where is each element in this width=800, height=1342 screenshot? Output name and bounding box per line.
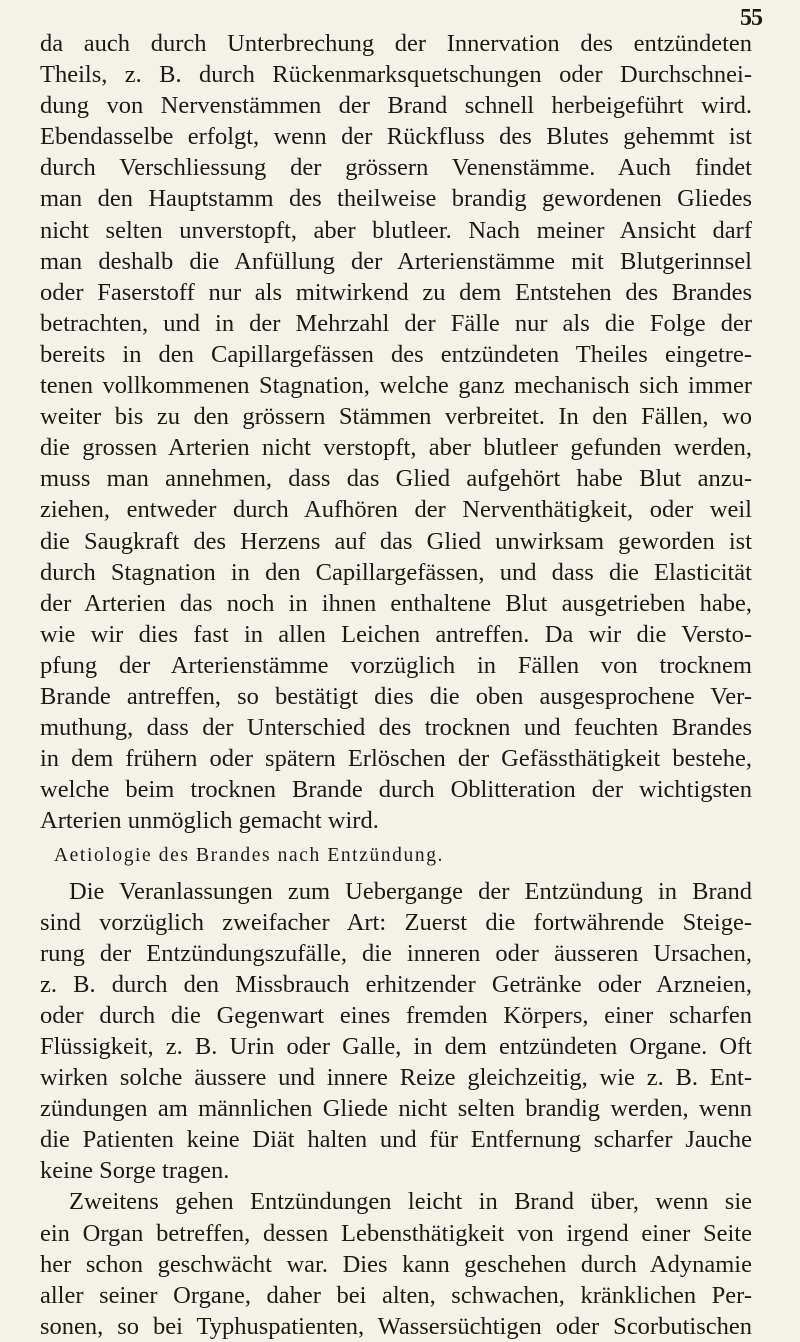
text-line: oder durch die Gegenwart eines fremden Körpers, einer scharfen	[40, 1001, 752, 1029]
text-line: ein Organ betreffen, dessen Lebensthätigkeit von irgend einer Seite	[40, 1219, 752, 1247]
text-line: muss man annehmen, dass das Glied aufgehört habe Blut anzu-	[40, 465, 752, 493]
text-line: weiter bis zu den grössern Stämmen verbreitet. In den Fällen, wo	[40, 403, 752, 431]
text-line: keine Sorge tragen.	[40, 1157, 230, 1185]
text-line: durch Verschliessung der grössern Venenstämme. Auch findet	[40, 154, 752, 182]
text-line: nicht selten unverstopft, aber blutleer. Nach meiner Ansicht darf	[40, 216, 752, 244]
text-line: die Saugkraft des Herzens auf das Glied unwirksam geworden ist	[40, 527, 752, 555]
text-line: wie wir dies fast in allen Leichen antreffen. Da wir die Versto-	[40, 620, 752, 648]
paragraph-2	[40, 876, 752, 1187]
text-line: oder Faserstoff nur als mitwirkend zu dem Entstehen des Brandes	[40, 278, 752, 306]
text-line: Zweitens gehen Entzündungen leicht in Brand über, wenn sie	[69, 1188, 752, 1216]
text-line: pfung der Arterienstämme vorzüglich in Fällen von trocknem	[40, 651, 752, 679]
text-line: Theils, z. B. durch Rückenmarksquetschungen oder Durchschnei-	[40, 61, 752, 89]
text-line: wirken solche äussere und innere Reize gleichzeitig, wie z. B. Ent-	[40, 1064, 752, 1092]
text-line: Ebendasselbe erfolgt, wenn der Rückfluss des Blutes gehemmt ist	[40, 123, 752, 151]
text-line: der Arterien das noch in ihnen enthaltene Blut ausgetrieben habe,	[40, 589, 752, 617]
text-line: rung der Entzündungszufälle, die inneren oder äusseren Ursachen,	[40, 939, 752, 967]
text-line: Brande antreffen, so bestätigt dies die oben ausgesprochene Ver-	[40, 682, 752, 710]
text-line: da auch durch Unterbrechung der Innervation des entzündeten	[40, 30, 752, 57]
text-line: bereits in den Capillargefässen des entzündeten Theiles eingetre-	[40, 340, 752, 368]
text-line: ziehen, entweder durch Aufhören der Nerventhätigkeit, oder weil	[40, 496, 752, 524]
text-line: die Patienten keine Diät halten und für Entfernung scharfer Jauche	[40, 1126, 752, 1154]
text-line: her schon geschwächt war. Dies kann geschehen durch Adynamie	[40, 1250, 752, 1278]
text-line: in dem frühern oder spätern Erlöschen der Gefässthätigkeit bestehe,	[40, 745, 752, 773]
text-line: aller seiner Organe, daher bei alten, schwachen, kränklichen Per-	[40, 1281, 752, 1309]
paragraph-1	[40, 28, 752, 836]
text-line: betrachten, und in der Mehrzahl der Fälle nur als die Folge der	[40, 309, 752, 337]
text-line: die grossen Arterien nicht verstopft, aber blutleer gefunden werden,	[40, 434, 752, 462]
text-line: dung von Nervenstämmen der Brand schnell herbeigeführt wird.	[40, 92, 752, 120]
text-line: sind vorzüglich zweifacher Art: Zuerst die fortwährende Steige-	[40, 908, 752, 936]
text-line: z. B. durch den Missbrauch erhitzender Getränke oder Arzneien,	[40, 970, 752, 998]
text-line: sonen, so bei Typhuspatienten, Wassersüchtigen oder Scorbutischen	[40, 1312, 752, 1340]
text-line: tenen vollkommenen Stagnation, welche ganz mechanisch sich immer	[40, 372, 752, 400]
text-line: muthung, dass der Unterschied des trocknen und feuchten Brandes	[40, 714, 752, 742]
text-line: Flüssigkeit, z. B. Urin oder Galle, in dem entzündeten Organe. Oft	[40, 1033, 752, 1060]
text-line: durch Stagnation in den Capillargefässen, und dass die Elasticität	[40, 558, 752, 586]
text-line: Arterien unmöglich gemacht wird.	[40, 807, 379, 835]
section-heading: Aetiologie des Brandes nach Entzündung.	[54, 845, 445, 867]
text-line: zündungen am männlichen Gliede nicht selten brandig werden, wenn	[40, 1095, 752, 1123]
text-line: welche beim trocknen Brande durch Oblitteration der wichtigsten	[40, 776, 752, 804]
text-line: man deshalb die Anfüllung der Arterienstämme mit Blutgerinnsel	[40, 247, 752, 275]
text-line: Die Veranlassungen zum Uebergange der Entzündung in Brand	[69, 877, 752, 905]
text-line: man den Hauptstamm des theilweise brandig gewordenen Gliedes	[40, 185, 752, 213]
page-number: 55	[740, 5, 762, 31]
paragraph-3	[40, 1186, 752, 1341]
text-block	[40, 28, 752, 1342]
